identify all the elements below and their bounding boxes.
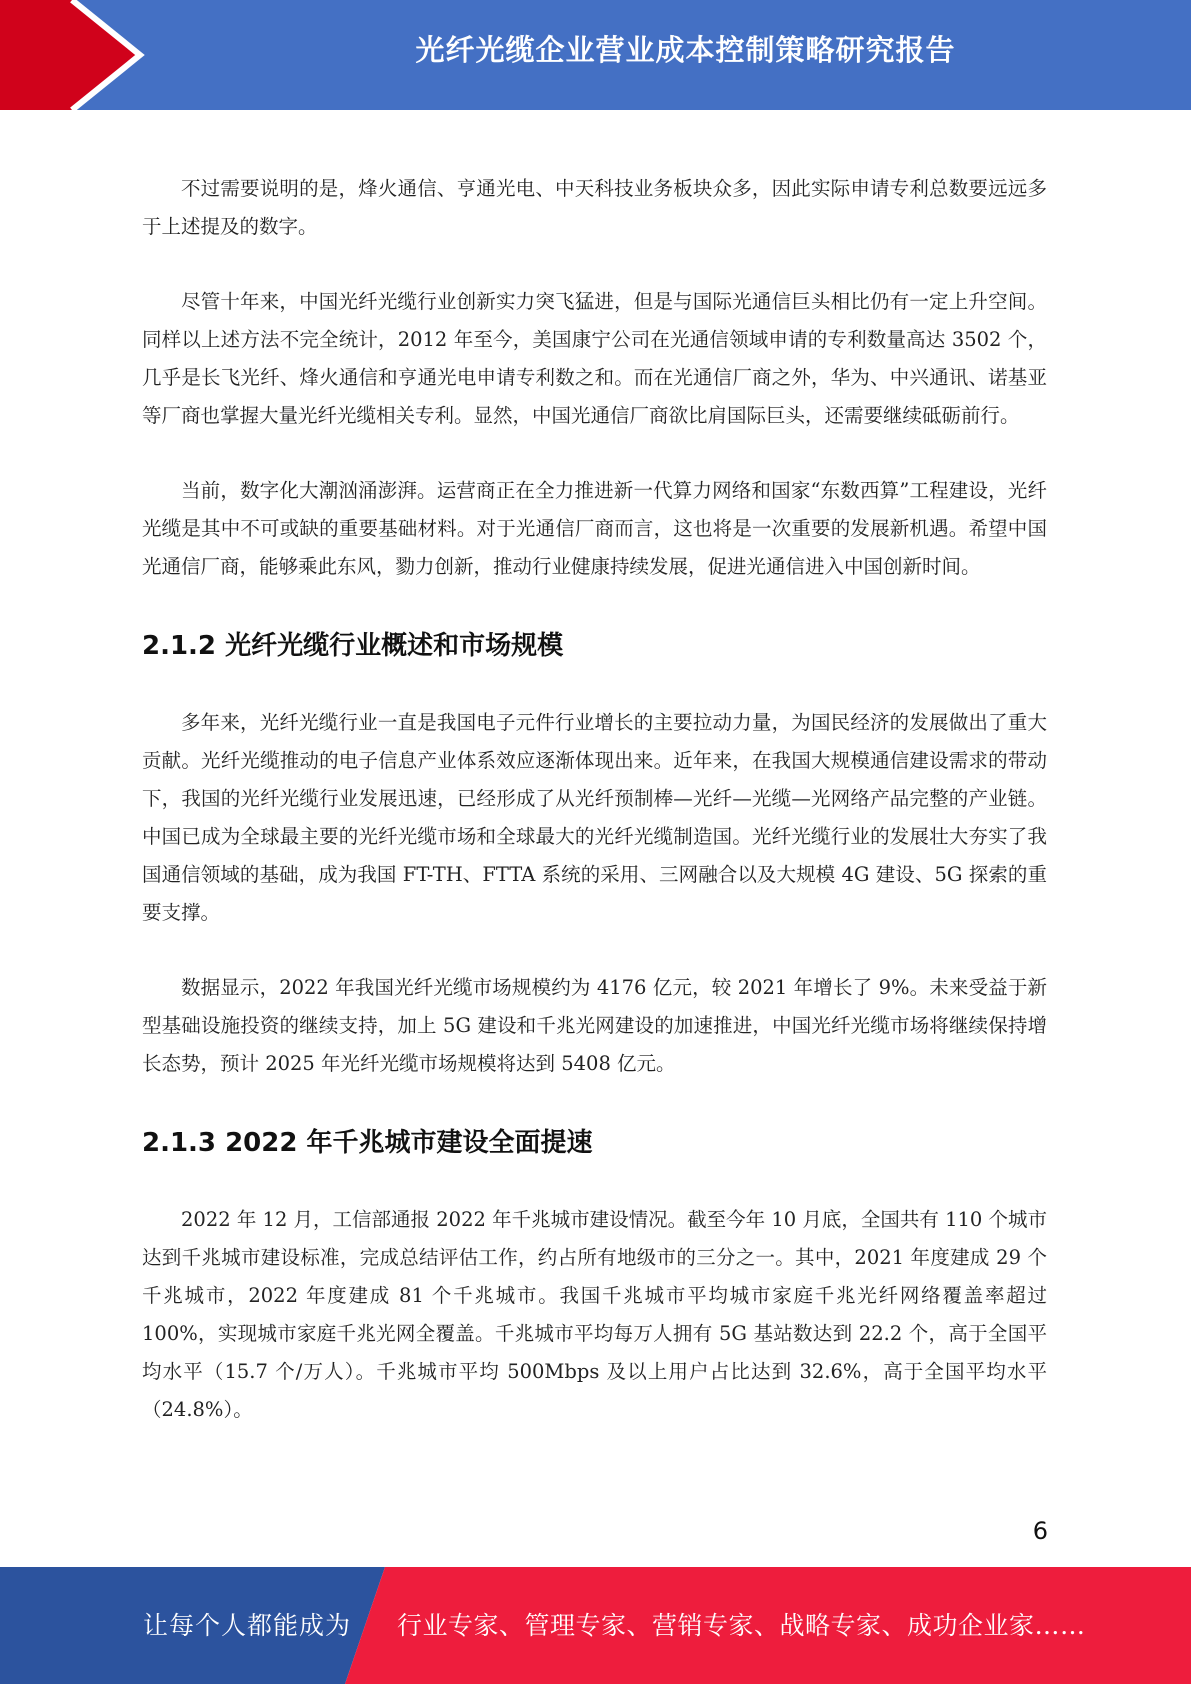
intro-paragraph-3: 当前，数字化大潮汹涌澎湃。运营商正在全力推进新一代算力网络和国家“东数西算”工程建设，光纤光缆是其中不可或缺的重要基础材料。对于光通信厂商而言，这也将是一次重要的发展新机遇。希望中国光通信厂商，能够乘此东风，勠力创新，推动行业健康持续发展，促进光通信进入中国创新时间。 [142, 479, 1047, 578]
section-2-1-2-paragraph-1: 多年来，光纤光缆行业一直是我国电子元件行业增长的主要拉动力量，为国民经济的发展做出了重大贡献。光纤光缆推动的电子信息产业体系效应逐渐体现出来。近年来，在我国大规模通信建设需求的带动下，我国的光纤光缆行业发展迅速，已经形成了从光纤预制棒—光纤—光缆—光网络产品完整的产业链。中国已成为全球最主要的光纤光缆市场和全球最大的光纤光缆制造国。光纤光缆行业的发展壮大夯实了我国通信领域的基础，成为我国 FT-TH、FTTA 系统的采用、三网融合以及大规模 4G 建设、5G 探索的重要支撑。 [142, 711, 1047, 924]
section-2-1-3-paragraph-1: 2022 年 12 月，工信部通报 2022 年千兆城市建设情况。截至今年 10 月底，全国共有 110 个城市达到千兆城市建设标准，完成总结评估工作，约占所有地级市的三分之一。其中，2021 年度建成 29 个千兆城市，2022 年度建成 81 个千兆城市。我国千兆城市平均城市家庭千兆光纤网络覆盖率超过 100%，实现城市家庭千兆光网全覆盖。千兆城市平均每万人拥有 5G 基站数达到 22.2 个，高于全国平均水平（15.7 个/万人）。千兆城市平均 500Mbps 及以上用户占比达到 32.6%，高于全国平均水平（24.8%）。 [142, 1208, 1047, 1421]
document-body [142, 170, 1047, 1429]
section-heading-2-1-3: 2.1.3 2022 年千兆城市建设全面提速 [142, 1128, 593, 1158]
section-2-1-2-paragraph-2: 数据显示，2022 年我国光纤光缆市场规模约为 4176 亿元，较 2021 年增长了 9%。未来受益于新型基础设施投资的继续支持，加上 5G 建设和千兆光网建设的加速推进，中国光纤光缆市场将继续保持增长态势，预计 2025 年光纤光缆市场规模将达到 5408 亿元。 [142, 976, 1047, 1075]
footer-slogan-right: 行业专家、管理专家、营销专家、战略专家、成功企业家…… [397, 1611, 1086, 1640]
header-title: 光纤光缆企业营业成本控制策略研究报告 [415, 33, 956, 67]
footer-slogan-left: 让每个人都能成为 [143, 1611, 352, 1640]
intro-paragraph-1: 不过需要说明的是，烽火通信、亨通光电、中天科技业务板块众多，因此实际申请专利总数要远远多于上述提及的数字。 [142, 177, 1047, 238]
page-number: 6 [1032, 1517, 1048, 1545]
intro-paragraph-2: 尽管十年来，中国光纤光缆行业创新实力突飞猛进，但是与国际光通信巨头相比仍有一定上升空间。同样以上述方法不完全统计，2012 年至今，美国康宁公司在光通信领域申请的专利数量高达 3502 个，几乎是长飞光纤、烽火通信和亨通光电申请专利数之和。而在光通信厂商之外，华为、中兴通讯、诺基亚等厂商也掌握大量光纤光缆相关专利。显然，中国光通信厂商欲比肩国际巨头，还需要继续砥砺前行。 [142, 290, 1047, 427]
page-footer [0, 1567, 1191, 1684]
section-heading-2-1-2: 2.1.2 光纤光缆行业概述和市场规模 [142, 631, 564, 661]
page-header [0, 0, 1191, 110]
